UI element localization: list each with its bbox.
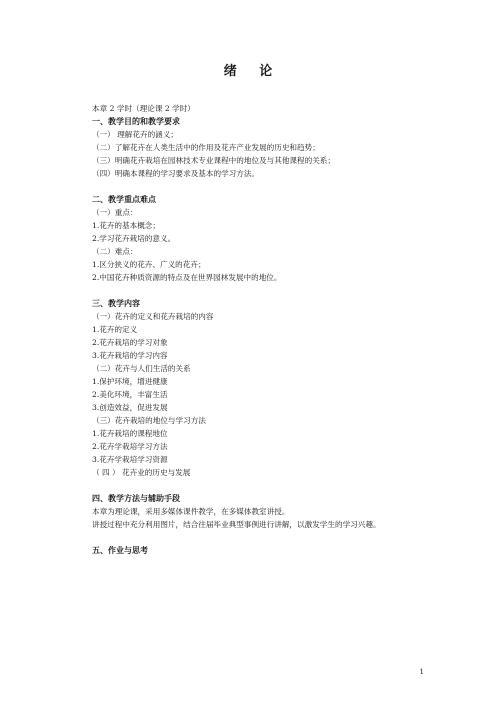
section-heading-homework: 五、作业与思考 [92, 546, 148, 555]
page-number: 1 [419, 668, 424, 676]
spacer [92, 180, 462, 193]
section-line: 2.花卉学栽培学习方法 [92, 442, 168, 451]
section-line: 1.花卉的基本概念； [92, 221, 160, 230]
section-line: 3.花卉学栽培学习资源 [92, 455, 168, 464]
section-line: （一）重点： [92, 208, 138, 217]
section-line: 本章为理论课，采用多媒体课件教学，在多媒体教室讲授。 [92, 507, 290, 516]
section-line: 3.花卉栽培的学习内容 [92, 351, 168, 360]
section-heading-teaching-methods: 四、教学方法与辅助手段 [92, 494, 180, 503]
section-line: （四）明确本课程的学习要求及基本的学习方法。 [92, 169, 260, 178]
section-heading-key-points: 二、教学重点难点 [92, 195, 156, 204]
section-line: 1.花卉的定义 [92, 325, 138, 334]
page-title: 绪 论 [223, 64, 282, 79]
spacer [92, 284, 462, 297]
chapter-hours: 本章 2 学时（理论课 2 学时） [92, 104, 195, 113]
section-line: 讲授过程中充分利用图片，结合往届毕业典型事例进行讲解，以激发学生的学习兴趣。 [92, 520, 381, 529]
section-line: 2.美化环境，丰富生活 [92, 390, 168, 399]
section-line: 2.学习花卉栽培的意义。 [92, 234, 176, 243]
section-line: （一） 理解花卉的涵义； [92, 130, 178, 139]
section-line: 3.创造效益，促进发展 [92, 403, 168, 412]
section-line: 1.保护环境，增进健康 [92, 377, 168, 386]
section-line: 2.中国花卉种质资源的特点及在世界园林发展中的地位。 [92, 273, 282, 282]
spacer [92, 479, 462, 492]
section-line: （一）花卉的定义和花卉栽培的内容 [92, 312, 214, 321]
document-body [92, 102, 462, 557]
section-line: 1.花卉栽培的课程地位 [92, 429, 168, 438]
section-line: （二）花卉与人们生活的关系 [92, 364, 191, 373]
section-heading-teaching-content: 三、教学内容 [92, 299, 140, 308]
section-line: 2.花卉栽培的学习对象 [92, 338, 168, 347]
section-heading-teaching-goals: 一、教学目的和教学要求 [92, 117, 180, 126]
section-line: （ 四 ） 花卉业的历史与发展 [92, 468, 191, 477]
spacer [92, 531, 462, 544]
section-line: （二）了解花卉在人类生活中的作用及花卉产业发展的历史和趋势； [92, 143, 320, 152]
section-line: （三）明确花卉栽培在园林技术专业课程中的地位及与其他课程的关系； [92, 156, 335, 165]
section-line: 1.区分狭义的花卉、广义的花卉； [92, 260, 206, 269]
section-line: （三）花卉栽培的地位与学习方法 [92, 416, 206, 425]
section-line: （二）难点： [92, 247, 138, 256]
